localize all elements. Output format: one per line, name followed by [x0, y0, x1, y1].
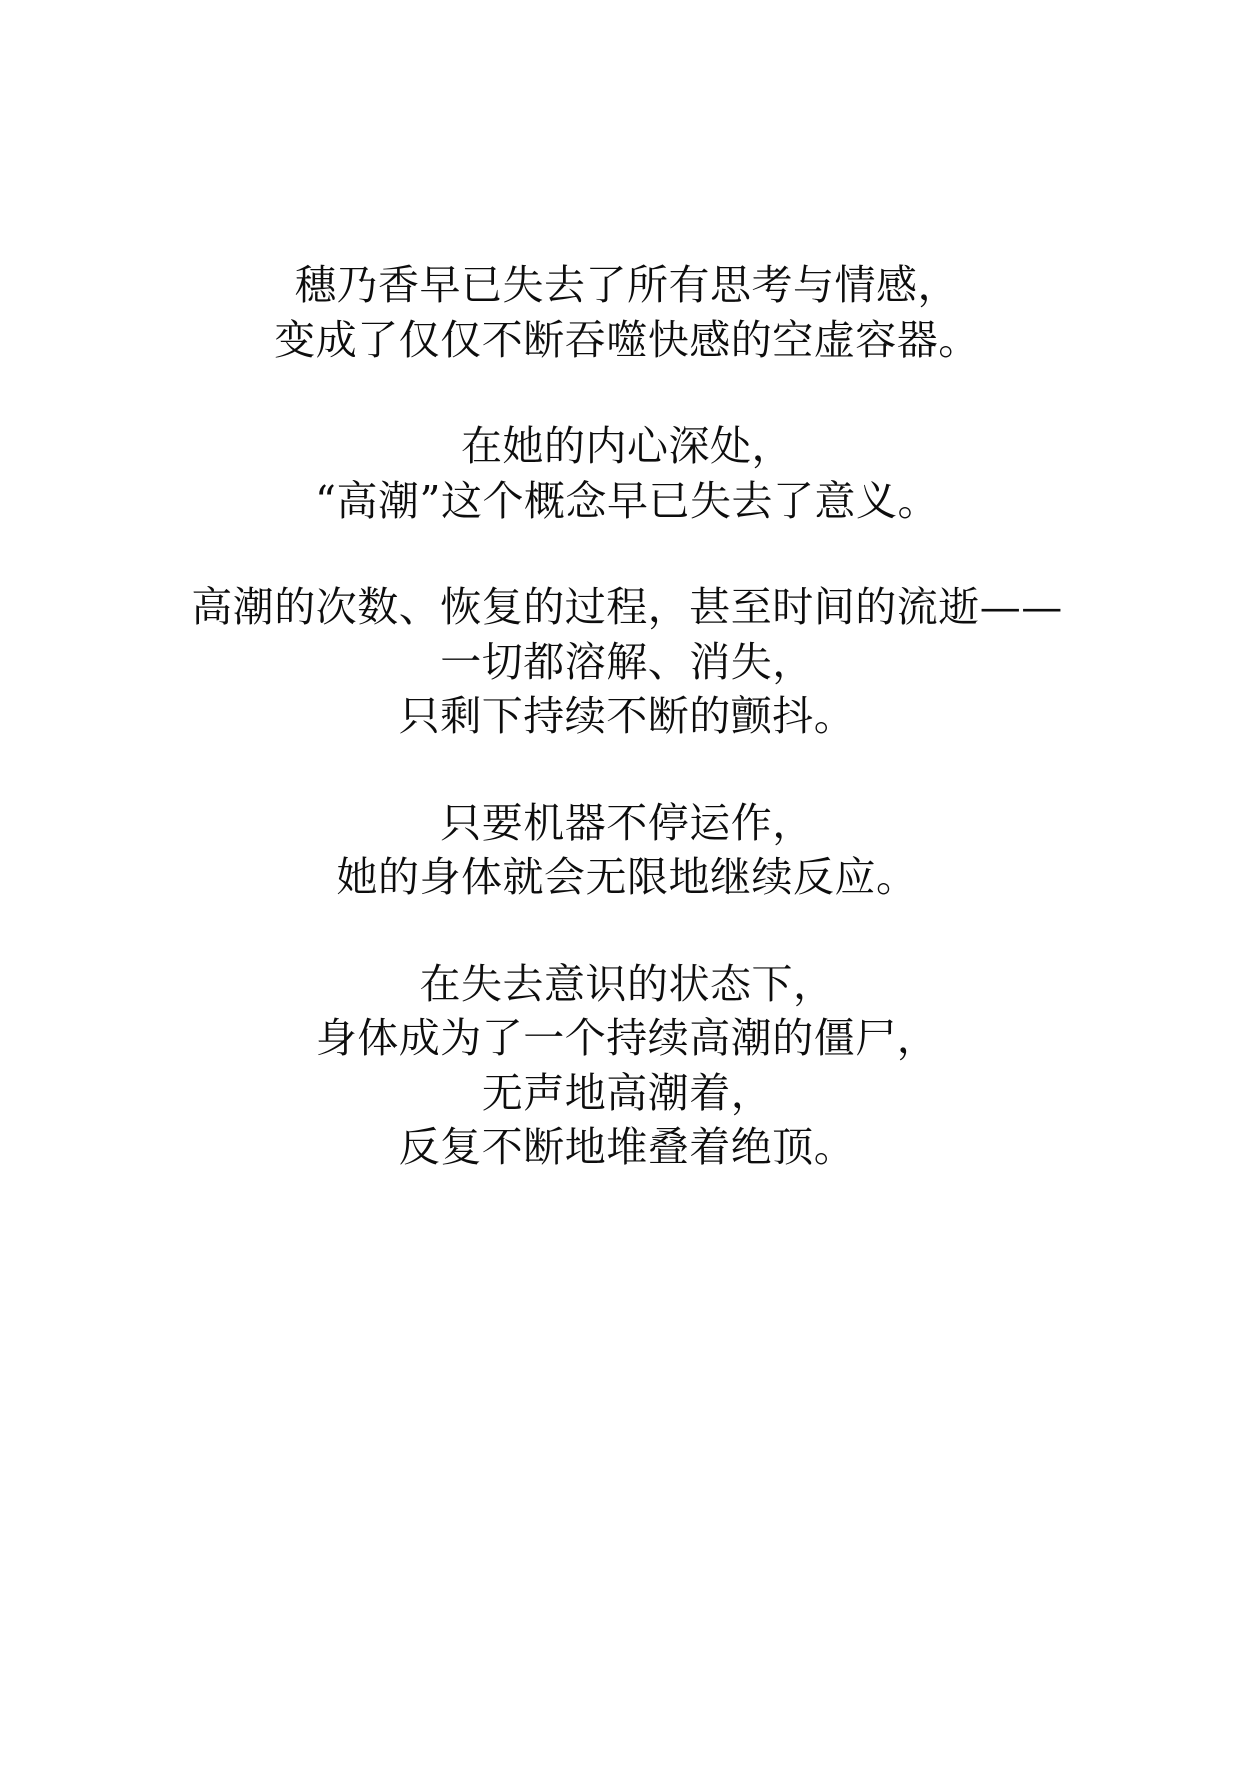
text-line: 她的身体就会无限地继续反应。: [336, 853, 918, 902]
paragraph-5: [316, 957, 939, 1175]
text-line: 反复不断地堆叠着绝顶。: [398, 1123, 856, 1172]
paragraph-3: [191, 580, 1063, 744]
paragraph-1: [274, 258, 980, 367]
text-line: 无声地高潮着，: [481, 1068, 773, 1117]
text-line: 在失去意识的状态下，: [419, 959, 835, 1008]
text-line: 变成了仅仅不断吞噬快感的空虚容器。: [274, 315, 980, 364]
text-line: “高潮”这个概念早已失去了意义。: [315, 476, 939, 525]
text-line: 只剩下持续不断的颤抖。: [398, 692, 856, 741]
text-line: 高潮的次数、恢复的过程，甚至时间的流逝——: [191, 583, 1063, 632]
text-line: 在她的内心深处，: [460, 422, 793, 471]
text-line: 身体成为了一个持续高潮的僵尸，: [315, 1014, 939, 1063]
paragraph-4: [337, 796, 918, 905]
text-line: 穗乃香早已失去了所有思考与情感，: [295, 261, 959, 309]
paragraph-2: [315, 419, 939, 528]
text-line: 只要机器不停运作，: [440, 798, 814, 847]
document-text-body: [0, 258, 1254, 1175]
text-line: 一切都溶解、消失，: [440, 637, 814, 686]
